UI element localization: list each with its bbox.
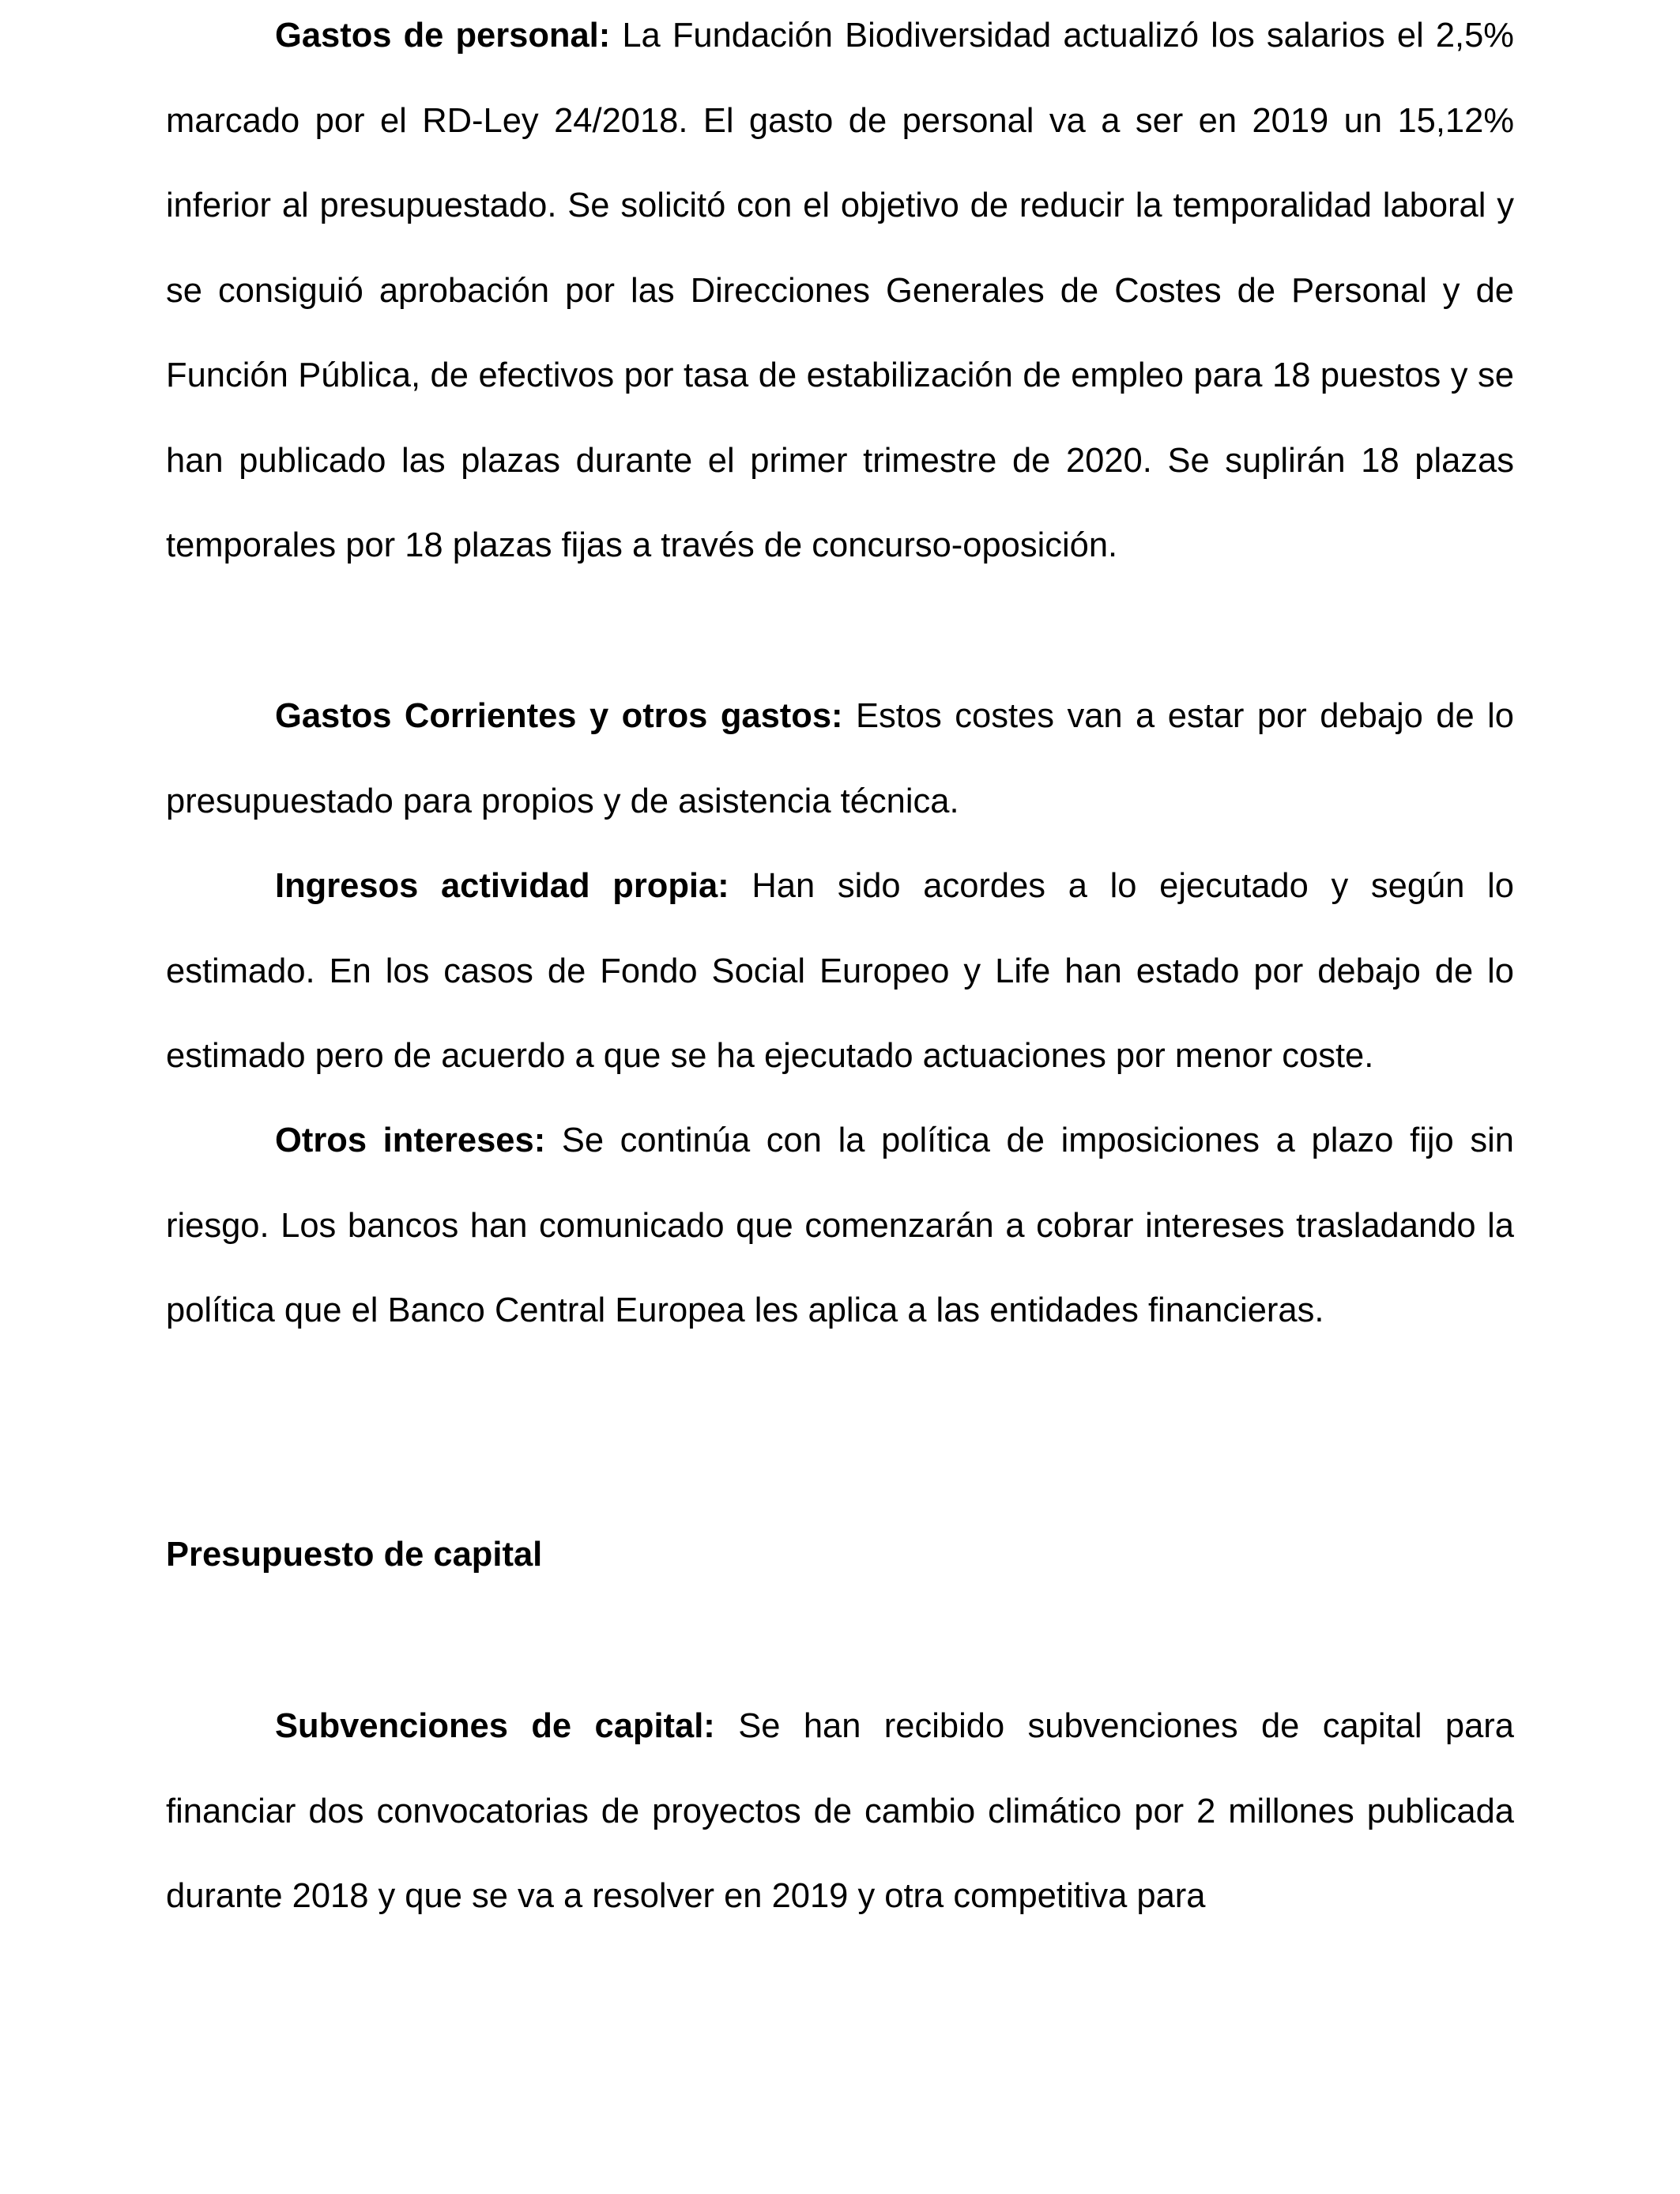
paragraph-gastos-personal [166, 0, 1514, 589]
section-heading: Presupuesto de capital [166, 1536, 543, 1574]
paragraph-ingresos-actividad [166, 844, 1514, 1099]
paragraph-text: Estos costes van a estar por debajo de lo presupuestado para propios y de asistencia técnica. [166, 697, 1514, 820]
paragraph-label: Ingresos actividad propia: [275, 867, 729, 905]
paragraph-text: Se han recibido subvenciones de capital para financiar dos convocatorias de proyectos de cambio climático por 2 millones publicada durante 2018 y que se va a resolver en 2019 y otra competitiva para [166, 1707, 1514, 1915]
paragraph-otros-intereses [166, 1099, 1514, 1354]
paragraph-label: Subvenciones de capital: [275, 1707, 715, 1745]
paragraph-gastos-corrientes [166, 674, 1514, 844]
paragraph-label: Gastos Corrientes y otros gastos: [275, 697, 843, 735]
paragraph-label: Gastos de personal: [275, 17, 611, 55]
paragraph-label: Otros intereses: [275, 1122, 546, 1159]
paragraph-text: Se continúa con la política de imposiciones a plazo fijo sin riesgo. Los bancos han comunicado que comenzarán a cobrar intereses trasladando la política que el Banco Central Europea les aplica a las entidades financieras. [166, 1122, 1514, 1329]
paragraph-subvenciones-capital [166, 1684, 1514, 1940]
paragraph-text: Han sido acordes a lo ejecutado y según lo estimado. En los casos de Fondo Social Europeo y Life han estado por debajo de lo estimado pero de acuerdo a que se ha ejecutado actuaciones por menor coste. [166, 867, 1514, 1075]
paragraph-text: La Fundación Biodiversidad actualizó los salarios el 2,5% marcado por el RD-Ley 24/2018. El gasto de personal va a ser en 2019 un 15,12% inferior al presupuestado. Se solicitó con el objetivo de reducir la temporalidad laboral y se consiguió aprobación por las Direcciones Generales de Costes de Personal y de Función Pública, de efectivos por tasa de estabilización de empleo para 18 puestos y se han publicado las plazas durante el primer trimestre de 2020. Se suplirán 18 plazas temporales por 18 plazas fijas a través de concurso-oposición. [166, 17, 1514, 564]
